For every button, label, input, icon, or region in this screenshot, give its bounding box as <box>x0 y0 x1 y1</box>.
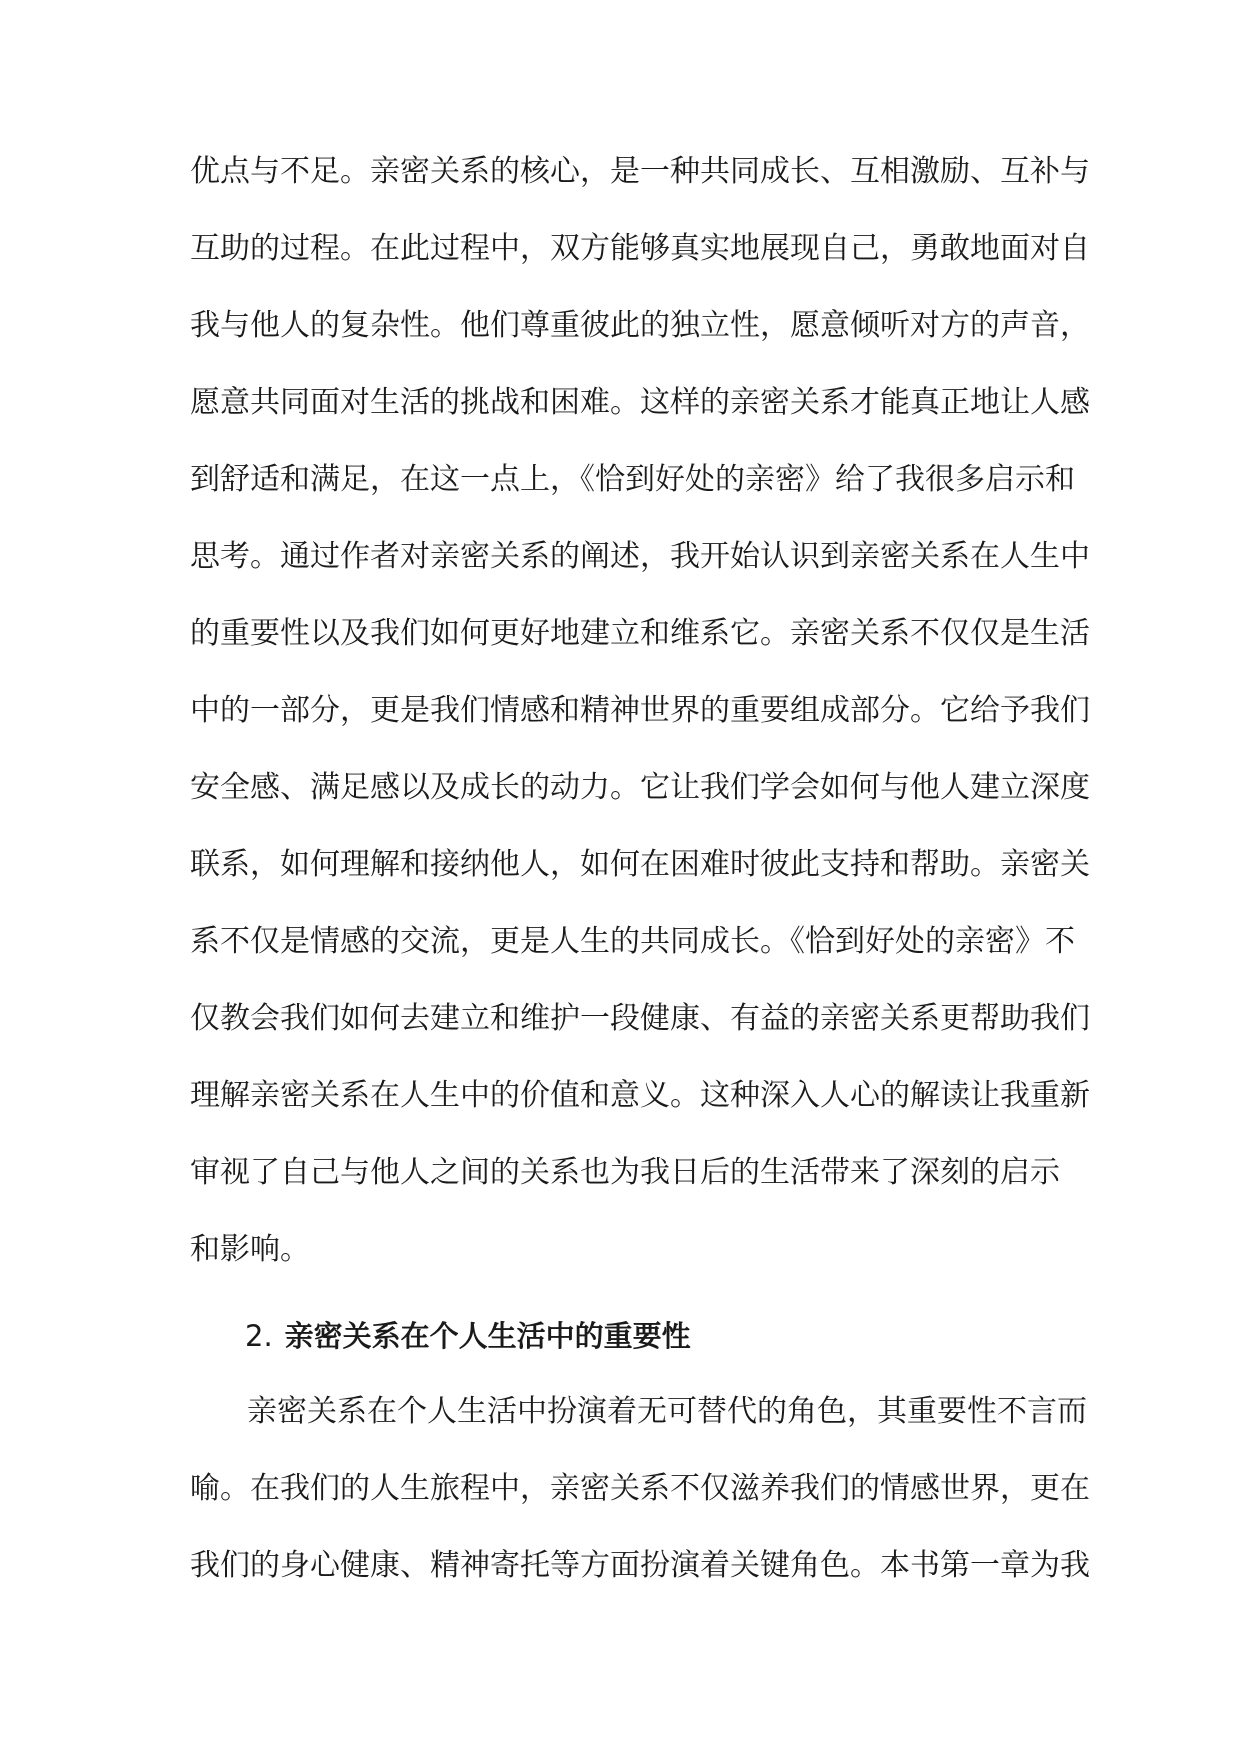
paragraph-line: 中的一部分，更是我们情感和精神世界的重要组成部分。它给予我们 <box>190 693 1090 728</box>
paragraph-line: 到舒适和满足，在这一点上，《恰到好处的亲密》给了我很多启示和 <box>190 462 1075 497</box>
paragraph-line: 思考。通过作者对亲密关系的阐述，我开始认识到亲密关系在人生中 <box>190 539 1090 574</box>
paragraph-line: 理解亲密关系在人生中的价值和意义。这种深入人心的解读让我重新 <box>190 1078 1090 1113</box>
section-title: 亲密关系在个人生活中的重要性 <box>284 1319 691 1353</box>
paragraph-line: 联系，如何理解和接纳他人，如何在困难时彼此支持和帮助。亲密关 <box>190 847 1090 882</box>
paragraph-line: 我们的身心健康、精神寄托等方面扮演着关键角色。本书第一章为我 <box>190 1548 1090 1583</box>
section-number: 2. <box>245 1319 273 1353</box>
paragraph-line: 优点与不足。亲密关系的核心，是一种共同成长、互相激励、互补与 <box>190 154 1090 189</box>
paragraph-line: 仅教会我们如何去建立和维护一段健康、有益的亲密关系更帮助我们 <box>190 1001 1090 1036</box>
paragraph-line: 和影响。 <box>190 1232 310 1267</box>
paragraph-line: 的重要性以及我们如何更好地建立和维系它。亲密关系不仅仅是生活 <box>190 616 1090 651</box>
paragraph-line: 互助的过程。在此过程中，双方能够真实地展现自己，勇敢地面对自 <box>190 231 1090 266</box>
paragraph-line: 愿意共同面对生活的挑战和困难。这样的亲密关系才能真正地让人感 <box>190 385 1090 420</box>
paragraph-line: 喻。在我们的人生旅程中，亲密关系不仅滋养我们的情感世界，更在 <box>190 1471 1090 1506</box>
paragraph-line: 我与他人的复杂性。他们尊重彼此的独立性，愿意倾听对方的声音， <box>190 308 1090 343</box>
section-heading <box>245 1316 691 1356</box>
paragraph-line: 系不仅是情感的交流，更是人生的共同成长。《恰到好处的亲密》不 <box>190 924 1075 959</box>
paragraph-line: 安全感、满足感以及成长的动力。它让我们学会如何与他人建立深度 <box>190 770 1090 805</box>
paragraph-line: 亲密关系在个人生活中扮演着无可替代的角色，其重要性不言而 <box>247 1394 1087 1429</box>
paragraph-line: 审视了自己与他人之间的关系也为我日后的生活带来了深刻的启示 <box>190 1155 1060 1190</box>
